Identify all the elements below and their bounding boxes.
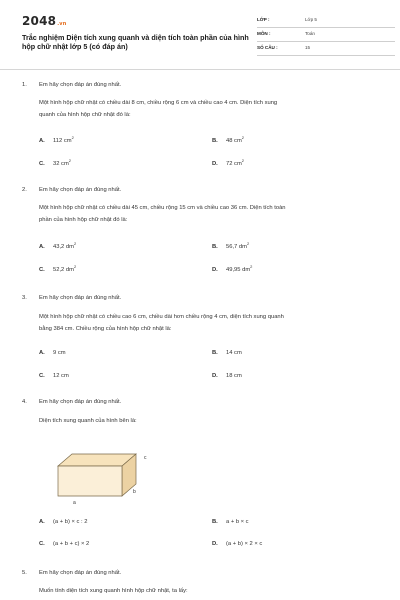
meta-row-class [257,14,395,28]
option-b[interactable]: B. 56,7 $dm^2$ [212,241,250,250]
cuboid-front-face [58,466,122,496]
question-instruction: 5. Em hãy chọn đáp án đúng nhất. [22,570,122,576]
meta-row-subject [257,28,395,42]
meta-row-count [257,42,395,56]
option-a[interactable]: A. 112 $cm^2$ [39,135,74,144]
option-d[interactable]: D. 72 $cm^2$ [212,158,245,167]
option-a[interactable]: A. 43,2 $dm^2$ [39,241,77,250]
cuboid-label-c: c [144,455,147,461]
site-logo[interactable]: 2048.vn [22,14,67,28]
header-divider [0,69,400,70]
meta-value-subject: Toán [305,31,315,36]
question-instruction: 4. Em hãy chọn đáp án đúng nhất. [22,399,122,405]
option-d[interactable]: D. 49,95 $dm^2$ [212,264,253,273]
question-stem: Một hình hộp chữ nhật có chiều dài 45 cm, chiều rộng 15 cm và chiều cao 36 cm. Diện tích toàn phần của hình hộp chữ nhật đó là: [39,205,286,224]
document-header [22,14,382,60]
question-instruction: 1. Em hãy chọn đáp án đúng nhất. [22,82,122,88]
option-b[interactable]: B. 48 $cm^2$ [212,135,245,144]
question-stem: Một hình hộp chữ nhật có chiều cao 6 cm, chiều dài hơn chiều rộng 4 cm, diện tích xung quanh bằng 384 cm. Chiều rộng của hình hộp chữ nhật là: [39,314,284,333]
option-a[interactable]: A. (a + b) × c : 2 [39,519,88,525]
meta-value-class: Lớp 5 [305,17,317,22]
option-c[interactable]: C. (a + b + c) × 2 [39,541,90,547]
cuboid-label-a: a [73,500,76,506]
question-instruction: 2. Em hãy chọn đáp án đúng nhất. [22,187,122,193]
document-meta [257,14,395,56]
option-b[interactable]: B. 14 cm [212,350,242,356]
meta-label-count: SỐ CÂU : [257,45,278,50]
question-stem: Muốn tính diện tích xung quanh hình hộp chữ nhật, ta lấy: [39,588,188,594]
option-d[interactable]: D. 18 cm [212,373,242,379]
option-c[interactable]: C. 32 $cm^2$ [39,158,72,167]
document-title: Trắc nghiệm Diện tích xung quanh và diện tích toàn phần của hình hộp chữ nhật lớp 5 (có đáp án) [22,33,249,51]
meta-value-count: 15 [305,45,311,50]
cuboid-label-b: b [133,489,136,495]
option-c[interactable]: C. 52,2 $dm^2$ [39,264,77,273]
cuboid-figure [54,436,164,508]
option-c[interactable]: C. 12 cm [39,373,69,379]
meta-label-class: LỚP : [257,17,270,22]
meta-label-subject: MÔN : [257,31,271,36]
option-b[interactable]: B. a + b × c [212,519,249,525]
question-instruction: 3. Em hãy chọn đáp án đúng nhất. [22,295,122,301]
question-stem: Một hình hộp chữ nhật có chiều dài 8 cm, chiều rộng 6 cm và chiều cao 4 cm. Diện tích xung quanh của hình hộp chữ nhật đó là: [39,100,278,119]
question-stem: Diện tích xung quanh của hình bên là: [39,418,137,424]
option-d[interactable]: D. (a + b) × 2 × c [212,541,263,547]
option-a[interactable]: A. 9 cm [39,350,66,356]
